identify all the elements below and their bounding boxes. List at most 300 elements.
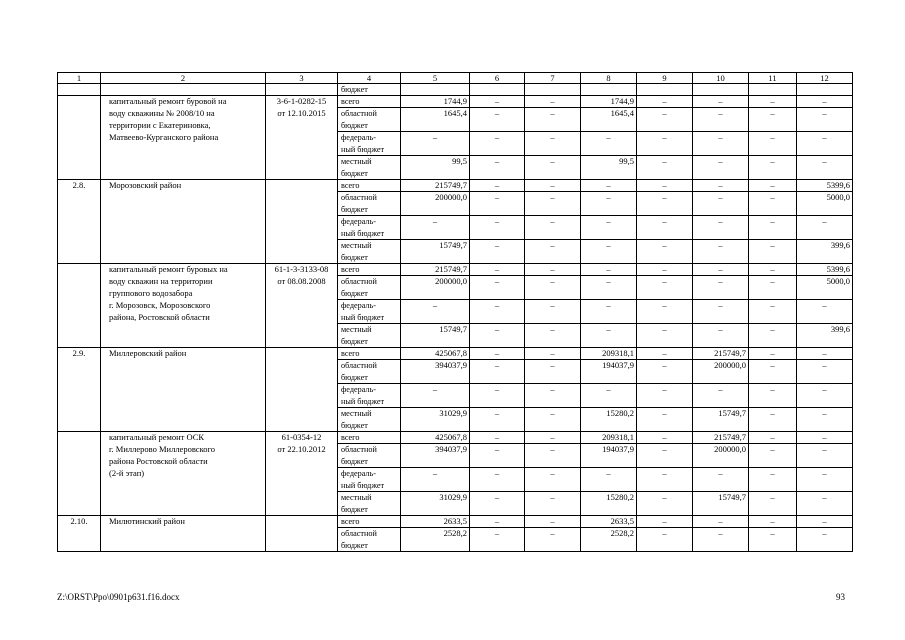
table-row bbox=[58, 108, 853, 120]
value-cell bbox=[797, 84, 853, 96]
value-cell bbox=[401, 312, 470, 324]
row-name-cell bbox=[101, 168, 266, 180]
table-row bbox=[58, 504, 853, 516]
value-cell bbox=[797, 204, 853, 216]
row-index-cell bbox=[58, 300, 101, 312]
value-cell: – bbox=[749, 132, 797, 144]
row-doc-cell bbox=[266, 252, 338, 264]
row-doc-cell bbox=[266, 288, 338, 300]
value-cell bbox=[525, 540, 581, 552]
value-cell bbox=[470, 456, 525, 468]
value-cell bbox=[401, 168, 470, 180]
row-doc-cell: 61-0354-12 bbox=[266, 432, 338, 444]
budget-type-cell: областной bbox=[338, 444, 401, 456]
value-cell bbox=[749, 228, 797, 240]
row-name-cell bbox=[101, 204, 266, 216]
value-cell: – bbox=[797, 156, 853, 168]
budget-type-cell: областной bbox=[338, 108, 401, 120]
row-name-cell bbox=[101, 420, 266, 432]
row-index-cell bbox=[58, 372, 101, 384]
table-row bbox=[58, 276, 853, 288]
value-cell bbox=[470, 480, 525, 492]
value-cell: – bbox=[693, 192, 749, 204]
value-cell: – bbox=[525, 528, 581, 540]
value-cell bbox=[797, 540, 853, 552]
row-index-cell: 2.9. bbox=[58, 348, 101, 360]
row-name-cell: района, Ростовской области bbox=[101, 312, 266, 324]
value-cell bbox=[470, 312, 525, 324]
value-cell: – bbox=[581, 300, 637, 312]
value-cell: – bbox=[525, 384, 581, 396]
budget-type-cell: бюджет bbox=[338, 504, 401, 516]
table-row bbox=[58, 456, 853, 468]
table-row bbox=[58, 156, 853, 168]
value-cell bbox=[637, 144, 693, 156]
table-row bbox=[58, 168, 853, 180]
row-doc-cell bbox=[266, 204, 338, 216]
value-cell: 399,6 bbox=[797, 324, 853, 336]
value-cell bbox=[581, 396, 637, 408]
value-cell bbox=[470, 504, 525, 516]
value-cell: – bbox=[470, 96, 525, 108]
value-cell bbox=[749, 456, 797, 468]
value-cell bbox=[525, 396, 581, 408]
value-cell bbox=[581, 540, 637, 552]
value-cell bbox=[637, 504, 693, 516]
value-cell bbox=[581, 252, 637, 264]
row-doc-cell bbox=[266, 240, 338, 252]
budget-type-cell: ный бюджет bbox=[338, 312, 401, 324]
row-index-cell bbox=[58, 276, 101, 288]
value-cell bbox=[797, 480, 853, 492]
row-doc-cell bbox=[266, 300, 338, 312]
value-cell bbox=[637, 420, 693, 432]
value-cell bbox=[693, 336, 749, 348]
row-name-cell bbox=[101, 396, 266, 408]
value-cell: 5399,6 bbox=[797, 180, 853, 192]
value-cell bbox=[693, 288, 749, 300]
value-cell: 1744,9 bbox=[401, 96, 470, 108]
value-cell: – bbox=[525, 360, 581, 372]
value-cell: 200000,0 bbox=[401, 192, 470, 204]
row-index-cell bbox=[58, 540, 101, 552]
value-cell: – bbox=[749, 432, 797, 444]
value-cell: – bbox=[749, 240, 797, 252]
value-cell: – bbox=[749, 216, 797, 228]
budget-type-cell: бюджет bbox=[338, 336, 401, 348]
table-row bbox=[58, 540, 853, 552]
table-row bbox=[58, 204, 853, 216]
value-cell bbox=[693, 312, 749, 324]
value-cell: – bbox=[749, 108, 797, 120]
value-cell bbox=[581, 372, 637, 384]
table-row bbox=[58, 492, 853, 504]
row-name-cell bbox=[101, 360, 266, 372]
value-cell: – bbox=[797, 348, 853, 360]
row-name-cell bbox=[101, 144, 266, 156]
value-cell bbox=[470, 396, 525, 408]
value-cell: – bbox=[581, 180, 637, 192]
value-cell: – bbox=[693, 528, 749, 540]
value-cell: – bbox=[637, 216, 693, 228]
value-cell: – bbox=[401, 384, 470, 396]
value-cell: – bbox=[693, 132, 749, 144]
value-cell bbox=[693, 396, 749, 408]
budget-type-cell: федераль- bbox=[338, 132, 401, 144]
budget-type-cell: бюджет bbox=[338, 420, 401, 432]
table-row bbox=[58, 444, 853, 456]
budget-type-cell: бюджет bbox=[338, 168, 401, 180]
value-cell: – bbox=[401, 132, 470, 144]
value-cell: – bbox=[581, 192, 637, 204]
value-cell: – bbox=[525, 516, 581, 528]
row-index-cell bbox=[58, 156, 101, 168]
value-cell: – bbox=[637, 180, 693, 192]
value-cell bbox=[693, 372, 749, 384]
value-cell: – bbox=[637, 444, 693, 456]
row-doc-cell: от 12.10.2015 bbox=[266, 108, 338, 120]
value-cell: 1645,4 bbox=[401, 108, 470, 120]
value-cell: – bbox=[470, 264, 525, 276]
value-cell: 15749,7 bbox=[401, 324, 470, 336]
row-name-cell: г. Морозовск, Морозовского bbox=[101, 300, 266, 312]
value-cell: – bbox=[470, 384, 525, 396]
row-name-cell: Морозовский район bbox=[101, 180, 266, 192]
table-row bbox=[58, 132, 853, 144]
row-name-cell: капитальный ремонт ОСК bbox=[101, 432, 266, 444]
value-cell bbox=[470, 540, 525, 552]
table-row bbox=[58, 420, 853, 432]
row-index-cell bbox=[58, 528, 101, 540]
value-cell: – bbox=[470, 468, 525, 480]
budget-type-cell: бюджет bbox=[338, 204, 401, 216]
value-cell: – bbox=[470, 192, 525, 204]
value-cell: – bbox=[693, 108, 749, 120]
budget-type-cell: областной bbox=[338, 276, 401, 288]
value-cell: – bbox=[637, 324, 693, 336]
budget-type-cell: бюджет bbox=[338, 456, 401, 468]
value-cell bbox=[525, 372, 581, 384]
value-cell bbox=[693, 168, 749, 180]
row-name-cell bbox=[101, 252, 266, 264]
budget-type-cell: всего bbox=[338, 516, 401, 528]
budget-type-cell: местный bbox=[338, 408, 401, 420]
budget-type-cell: бюджет bbox=[338, 372, 401, 384]
value-cell bbox=[637, 84, 693, 96]
column-number: 8 bbox=[581, 73, 637, 84]
value-cell bbox=[693, 456, 749, 468]
value-cell bbox=[749, 480, 797, 492]
value-cell bbox=[401, 480, 470, 492]
budget-table bbox=[57, 72, 853, 552]
value-cell: – bbox=[470, 240, 525, 252]
table-row bbox=[58, 228, 853, 240]
value-cell bbox=[693, 120, 749, 132]
value-cell: – bbox=[470, 360, 525, 372]
page-number: 93 bbox=[836, 592, 845, 602]
row-index-cell: 2.10. bbox=[58, 516, 101, 528]
value-cell: – bbox=[797, 516, 853, 528]
value-cell bbox=[693, 504, 749, 516]
value-cell: – bbox=[637, 156, 693, 168]
value-cell bbox=[581, 480, 637, 492]
value-cell: – bbox=[749, 408, 797, 420]
value-cell bbox=[470, 144, 525, 156]
value-cell: – bbox=[749, 384, 797, 396]
budget-type-cell: федераль- bbox=[338, 216, 401, 228]
row-index-cell bbox=[58, 108, 101, 120]
value-cell bbox=[525, 228, 581, 240]
value-cell: – bbox=[525, 264, 581, 276]
value-cell bbox=[470, 372, 525, 384]
column-number: 3 bbox=[266, 73, 338, 84]
budget-type-cell: областной bbox=[338, 528, 401, 540]
value-cell bbox=[749, 84, 797, 96]
value-cell bbox=[749, 396, 797, 408]
value-cell: 5399,6 bbox=[797, 264, 853, 276]
value-cell: – bbox=[637, 492, 693, 504]
value-cell: – bbox=[470, 276, 525, 288]
value-cell bbox=[581, 84, 637, 96]
value-cell: 31029,9 bbox=[401, 408, 470, 420]
value-cell: – bbox=[637, 360, 693, 372]
value-cell: 194037,9 bbox=[581, 444, 637, 456]
budget-type-cell: всего bbox=[338, 432, 401, 444]
value-cell bbox=[637, 456, 693, 468]
value-cell: – bbox=[581, 276, 637, 288]
budget-type-cell: федераль- bbox=[338, 384, 401, 396]
value-cell: 215749,7 bbox=[401, 264, 470, 276]
value-cell bbox=[525, 336, 581, 348]
budget-type-cell: бюджет bbox=[338, 288, 401, 300]
row-doc-cell bbox=[266, 372, 338, 384]
value-cell bbox=[470, 168, 525, 180]
value-cell: – bbox=[401, 468, 470, 480]
row-index-cell bbox=[58, 384, 101, 396]
budget-type-cell: бюджет bbox=[338, 84, 401, 96]
value-cell: 5000,0 bbox=[797, 192, 853, 204]
value-cell: – bbox=[693, 384, 749, 396]
value-cell bbox=[525, 120, 581, 132]
row-index-cell bbox=[58, 456, 101, 468]
budget-type-cell: местный bbox=[338, 156, 401, 168]
value-cell: – bbox=[525, 408, 581, 420]
value-cell bbox=[581, 204, 637, 216]
table-body bbox=[58, 73, 853, 552]
value-cell bbox=[470, 84, 525, 96]
row-doc-cell bbox=[266, 492, 338, 504]
row-name-cell: группового водозабора bbox=[101, 288, 266, 300]
budget-type-cell: ный бюджет bbox=[338, 396, 401, 408]
value-cell: 99,5 bbox=[581, 156, 637, 168]
budget-type-cell: ный бюджет bbox=[338, 144, 401, 156]
row-doc-cell bbox=[266, 516, 338, 528]
table-row bbox=[58, 96, 853, 108]
value-cell bbox=[797, 372, 853, 384]
row-doc-cell bbox=[266, 192, 338, 204]
row-index-cell bbox=[58, 420, 101, 432]
value-cell bbox=[749, 204, 797, 216]
value-cell: – bbox=[749, 300, 797, 312]
value-cell: 200000,0 bbox=[693, 444, 749, 456]
value-cell bbox=[637, 228, 693, 240]
value-cell bbox=[749, 504, 797, 516]
value-cell bbox=[525, 204, 581, 216]
value-cell: – bbox=[470, 216, 525, 228]
value-cell: – bbox=[637, 528, 693, 540]
row-index-cell bbox=[58, 96, 101, 108]
row-name-cell bbox=[101, 540, 266, 552]
value-cell: – bbox=[525, 348, 581, 360]
value-cell: – bbox=[637, 264, 693, 276]
row-doc-cell bbox=[266, 480, 338, 492]
value-cell: – bbox=[797, 96, 853, 108]
column-number: 6 bbox=[470, 73, 525, 84]
value-cell: – bbox=[797, 132, 853, 144]
value-cell bbox=[401, 540, 470, 552]
value-cell: – bbox=[637, 192, 693, 204]
table-row bbox=[58, 516, 853, 528]
value-cell bbox=[581, 120, 637, 132]
value-cell: 99,5 bbox=[401, 156, 470, 168]
value-cell bbox=[525, 420, 581, 432]
row-index-cell bbox=[58, 432, 101, 444]
value-cell: – bbox=[470, 108, 525, 120]
value-cell: – bbox=[470, 180, 525, 192]
value-cell bbox=[581, 504, 637, 516]
table-row bbox=[58, 348, 853, 360]
value-cell: – bbox=[525, 96, 581, 108]
row-index-cell bbox=[58, 408, 101, 420]
value-cell bbox=[525, 312, 581, 324]
table-row bbox=[58, 480, 853, 492]
value-cell: – bbox=[693, 96, 749, 108]
table-row bbox=[58, 288, 853, 300]
row-index-cell bbox=[58, 228, 101, 240]
value-cell: – bbox=[470, 516, 525, 528]
value-cell: 15749,7 bbox=[693, 408, 749, 420]
table-row bbox=[58, 240, 853, 252]
value-cell bbox=[401, 144, 470, 156]
budget-type-cell: местный bbox=[338, 324, 401, 336]
budget-type-cell: ный бюджет bbox=[338, 480, 401, 492]
value-cell bbox=[401, 228, 470, 240]
table-row bbox=[58, 432, 853, 444]
value-cell: – bbox=[637, 408, 693, 420]
value-cell bbox=[749, 540, 797, 552]
row-name-cell: района Ростовской области bbox=[101, 456, 266, 468]
value-cell: 394037,9 bbox=[401, 360, 470, 372]
value-cell: – bbox=[797, 492, 853, 504]
budget-type-cell: всего bbox=[338, 180, 401, 192]
value-cell bbox=[797, 420, 853, 432]
footer-file-path: Z:\ORST\Ppo\0901p631.f16.docx bbox=[57, 592, 180, 602]
value-cell: – bbox=[637, 240, 693, 252]
value-cell: – bbox=[749, 276, 797, 288]
value-cell: – bbox=[749, 264, 797, 276]
value-cell: – bbox=[470, 348, 525, 360]
row-name-cell bbox=[101, 336, 266, 348]
value-cell: 200000,0 bbox=[693, 360, 749, 372]
row-index-cell bbox=[58, 168, 101, 180]
value-cell: – bbox=[525, 192, 581, 204]
row-index-cell bbox=[58, 132, 101, 144]
value-cell: – bbox=[401, 300, 470, 312]
value-cell: 5000,0 bbox=[797, 276, 853, 288]
value-cell bbox=[401, 84, 470, 96]
value-cell: – bbox=[525, 216, 581, 228]
value-cell: – bbox=[637, 516, 693, 528]
row-doc-cell: от 08.08.2008 bbox=[266, 276, 338, 288]
value-cell: 1744,9 bbox=[581, 96, 637, 108]
value-cell bbox=[749, 252, 797, 264]
value-cell bbox=[797, 336, 853, 348]
value-cell bbox=[637, 168, 693, 180]
value-cell bbox=[401, 288, 470, 300]
row-doc-cell bbox=[266, 348, 338, 360]
value-cell bbox=[581, 420, 637, 432]
column-number: 10 bbox=[693, 73, 749, 84]
row-index-cell bbox=[58, 216, 101, 228]
value-cell: 15749,7 bbox=[401, 240, 470, 252]
value-cell: 215749,7 bbox=[693, 432, 749, 444]
value-cell bbox=[637, 540, 693, 552]
row-name-cell bbox=[101, 192, 266, 204]
table-row bbox=[58, 216, 853, 228]
value-cell bbox=[693, 252, 749, 264]
table-row bbox=[58, 192, 853, 204]
row-index-cell bbox=[58, 192, 101, 204]
value-cell bbox=[525, 480, 581, 492]
value-cell bbox=[470, 288, 525, 300]
value-cell: 215749,7 bbox=[401, 180, 470, 192]
row-index-cell bbox=[58, 252, 101, 264]
value-cell bbox=[401, 204, 470, 216]
row-name-cell: капитальный ремонт буровой на bbox=[101, 96, 266, 108]
table-row bbox=[58, 528, 853, 540]
value-cell: – bbox=[525, 276, 581, 288]
row-name-cell: капитальный ремонт буровых на bbox=[101, 264, 266, 276]
value-cell bbox=[525, 504, 581, 516]
value-cell bbox=[525, 456, 581, 468]
row-doc-cell bbox=[266, 456, 338, 468]
value-cell: – bbox=[581, 132, 637, 144]
value-cell: – bbox=[797, 300, 853, 312]
row-name-cell: Миллеровский район bbox=[101, 348, 266, 360]
column-number: 12 bbox=[797, 73, 853, 84]
value-cell bbox=[581, 228, 637, 240]
row-doc-cell bbox=[266, 144, 338, 156]
row-name-cell bbox=[101, 228, 266, 240]
row-index-cell bbox=[58, 324, 101, 336]
row-doc-cell: 3-6-1-0282-15 bbox=[266, 96, 338, 108]
value-cell: 15280,2 bbox=[581, 492, 637, 504]
row-doc-cell bbox=[266, 156, 338, 168]
value-cell: 15280,2 bbox=[581, 408, 637, 420]
value-cell: – bbox=[637, 468, 693, 480]
value-cell: – bbox=[797, 384, 853, 396]
column-number: 7 bbox=[525, 73, 581, 84]
value-cell: – bbox=[470, 300, 525, 312]
row-name-cell bbox=[101, 156, 266, 168]
value-cell bbox=[749, 120, 797, 132]
row-index-cell bbox=[58, 288, 101, 300]
value-cell: – bbox=[749, 528, 797, 540]
table-row bbox=[58, 264, 853, 276]
value-cell bbox=[693, 480, 749, 492]
row-doc-cell: от 22.10.2012 bbox=[266, 444, 338, 456]
value-cell: – bbox=[749, 324, 797, 336]
